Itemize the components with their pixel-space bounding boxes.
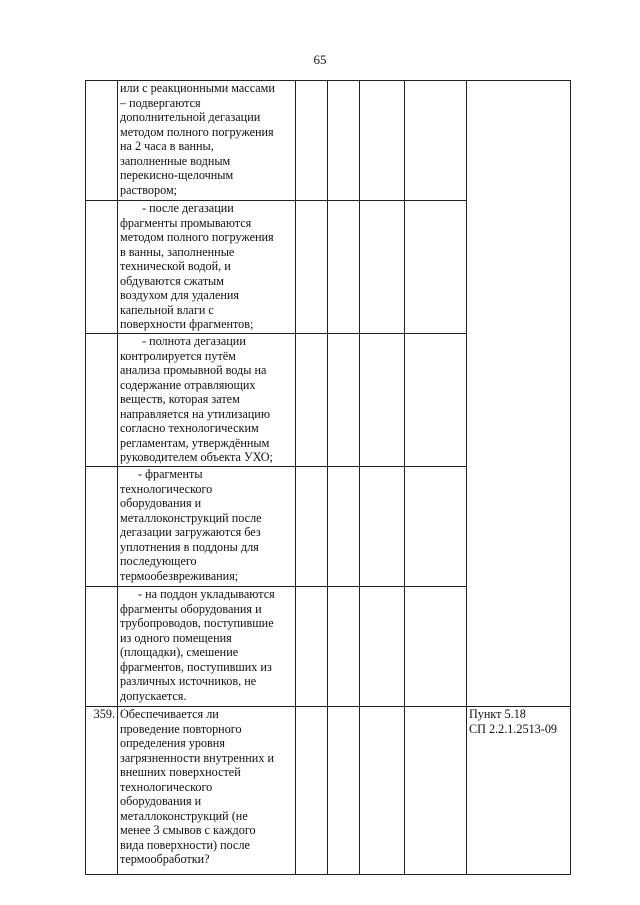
text-line: на 2 часа в ванны, bbox=[120, 139, 214, 153]
text-line: различных источников, не bbox=[120, 674, 257, 688]
answer-yes-cell bbox=[296, 334, 328, 467]
table-row bbox=[86, 707, 571, 875]
text-line: заполненные водным bbox=[120, 153, 231, 168]
text-line: или с реакционными массами bbox=[120, 81, 275, 95]
text-line: методом полного погружения bbox=[120, 230, 274, 244]
answer-no-cell bbox=[328, 81, 360, 201]
text-line: анализа промывной воды на bbox=[120, 363, 267, 377]
row-number-cell bbox=[86, 201, 118, 334]
notes-cell bbox=[405, 81, 467, 201]
text-line: последующего bbox=[120, 554, 197, 568]
requirements-table bbox=[85, 80, 571, 875]
answer-no-cell bbox=[328, 467, 360, 587]
text-line: поверхности фрагментов; bbox=[120, 317, 254, 331]
text-line: дегазации загружаются без bbox=[120, 525, 261, 539]
text-line: руководителем объекта УХО; bbox=[120, 450, 273, 464]
answer-yes-cell bbox=[296, 707, 328, 875]
notes-cell bbox=[405, 201, 467, 334]
row-number-cell bbox=[86, 587, 118, 707]
row-number-cell bbox=[86, 467, 118, 587]
notes-cell bbox=[405, 707, 467, 875]
answer-na-cell bbox=[360, 587, 405, 707]
requirement-text-cell bbox=[118, 707, 296, 875]
text-line: контролируется путём bbox=[120, 348, 236, 363]
text-line: содержание отравляющих bbox=[120, 377, 256, 392]
text-line: трубопроводов, поступившие bbox=[120, 616, 274, 630]
text-line: фрагментов, поступивших из bbox=[120, 659, 272, 674]
text-line: загрязненности внутренних и bbox=[120, 750, 274, 765]
text-line: допускается. bbox=[120, 688, 187, 703]
text-line: капельной влаги с bbox=[120, 302, 214, 317]
answer-na-cell bbox=[360, 334, 405, 467]
answer-na-cell bbox=[360, 707, 405, 875]
text-line: регламентам, утверждённым bbox=[120, 435, 270, 450]
text-line: технологического bbox=[120, 481, 213, 496]
row-number-cell bbox=[86, 334, 118, 467]
text-line: - на поддон укладываются bbox=[138, 587, 275, 601]
text-line: уплотнения в поддоны для bbox=[120, 539, 259, 554]
text-line: оборудования и bbox=[120, 496, 202, 510]
text-line: (площадки), смешение bbox=[120, 645, 239, 659]
text-line: обдуваются сжатым bbox=[120, 273, 224, 288]
text-line: термообезвреживания; bbox=[120, 568, 239, 583]
text-line: вида поверхности) после bbox=[120, 837, 250, 852]
reference-cell bbox=[467, 707, 571, 875]
requirement-text-cell bbox=[118, 201, 296, 334]
text-line: направляется на утилизацию bbox=[120, 406, 270, 421]
text-line: методом полного погружения bbox=[120, 124, 274, 139]
answer-no-cell bbox=[328, 334, 360, 467]
row-number-cell bbox=[86, 81, 118, 201]
table-row bbox=[86, 81, 571, 201]
text-line: согласно технологическим bbox=[120, 421, 259, 435]
text-line: термообработки? bbox=[120, 852, 210, 866]
text-line: внешних поверхностей bbox=[120, 765, 241, 779]
text-line: из одного помещения bbox=[120, 630, 232, 645]
text-line: раствором; bbox=[120, 182, 178, 197]
requirement-text-cell bbox=[118, 334, 296, 467]
text-line: – подвергаются bbox=[120, 95, 201, 110]
requirement-text-cell bbox=[118, 467, 296, 587]
answer-yes-cell bbox=[296, 467, 328, 587]
text-line: металлоконструкций после bbox=[120, 510, 262, 525]
answer-na-cell bbox=[360, 81, 405, 201]
text-line: - полнота дегазации bbox=[142, 334, 246, 348]
notes-cell bbox=[405, 587, 467, 707]
answer-na-cell bbox=[360, 201, 405, 334]
text-line: Обеспечивается ли bbox=[120, 707, 219, 721]
text-line: дополнительной дегазации bbox=[120, 110, 261, 124]
requirement-text-cell bbox=[118, 587, 296, 707]
text-line: - после дегазации bbox=[142, 201, 234, 215]
text-line: менее 3 смывов с каждого bbox=[120, 823, 256, 837]
text-line: оборудования и bbox=[120, 794, 202, 808]
text-line: - фрагменты bbox=[138, 467, 203, 481]
notes-cell bbox=[405, 467, 467, 587]
answer-yes-cell bbox=[296, 201, 328, 334]
requirement-text-cell bbox=[118, 81, 296, 201]
text-line: перекисно-щелочным bbox=[120, 168, 234, 182]
reference-line: Пункт 5.18 bbox=[469, 707, 526, 721]
text-line: веществ, которая затем bbox=[120, 392, 240, 406]
row-number-cell: 359. bbox=[86, 707, 118, 875]
text-line: в ванны, заполненные bbox=[120, 244, 235, 259]
text-line: определения уровня bbox=[120, 736, 225, 750]
page-number: 65 bbox=[313, 52, 327, 67]
answer-yes-cell bbox=[296, 587, 328, 707]
text-line: воздухом для удаления bbox=[120, 288, 240, 302]
reference-line: СП 2.2.1.2513-09 bbox=[469, 721, 558, 736]
text-line: фрагменты промываются bbox=[120, 215, 252, 230]
reference-cell bbox=[467, 81, 571, 707]
answer-no-cell bbox=[328, 587, 360, 707]
text-line: проведение повторного bbox=[120, 721, 242, 736]
answer-yes-cell bbox=[296, 81, 328, 201]
text-line: технологического bbox=[120, 779, 213, 794]
text-line: фрагменты оборудования и bbox=[120, 601, 262, 616]
answer-na-cell bbox=[360, 467, 405, 587]
notes-cell bbox=[405, 334, 467, 467]
answer-no-cell bbox=[328, 707, 360, 875]
answer-no-cell bbox=[328, 201, 360, 334]
text-line: технической водой, и bbox=[120, 259, 231, 273]
text-line: металлоконструкций (не bbox=[120, 808, 248, 823]
